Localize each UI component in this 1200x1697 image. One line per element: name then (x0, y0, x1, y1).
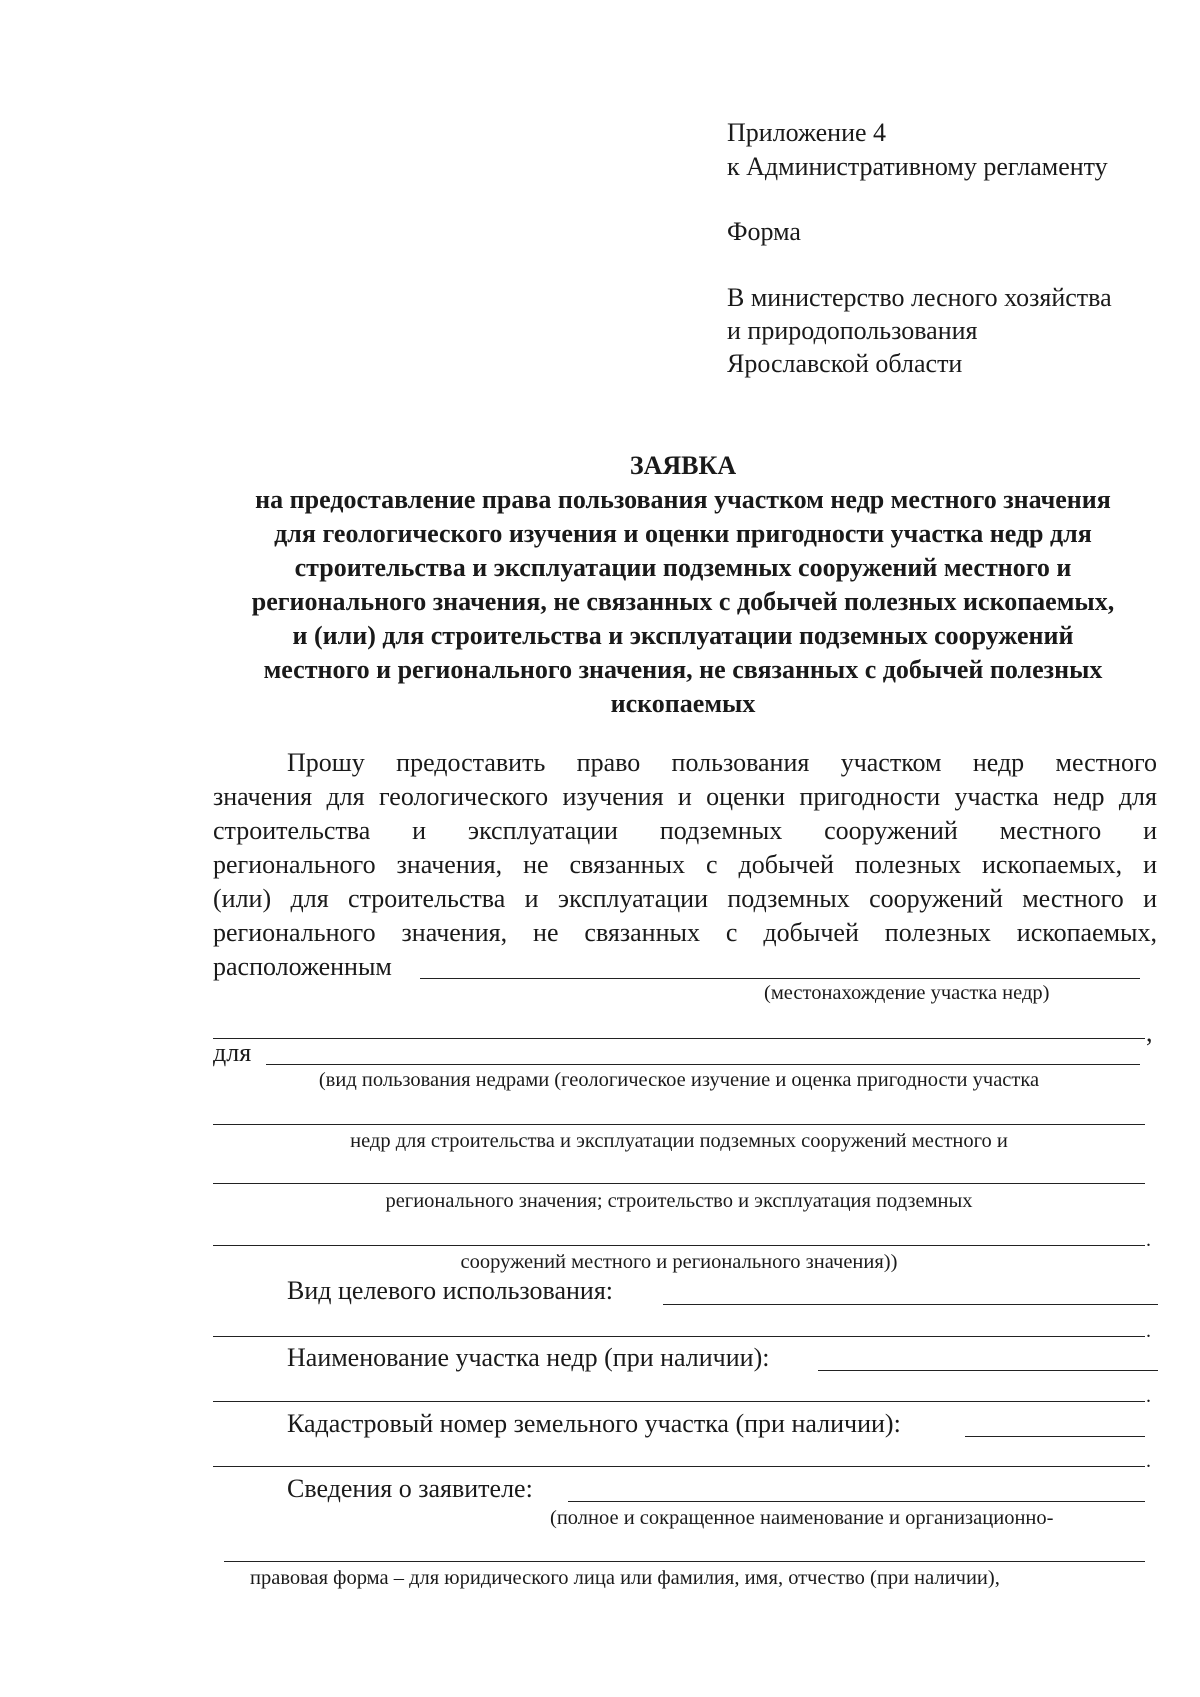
paragraph-line: (или) для строительства и эксплуатации подземных сооружений местного и (213, 884, 1157, 913)
title-line: на предоставление права пользования участком недр местного значения (255, 485, 1111, 514)
usage-fill-line-4 (213, 1245, 1145, 1246)
plot-name-fill-line-2 (213, 1401, 1145, 1402)
purpose-fill-line (663, 1304, 1158, 1305)
location-comma: , (1146, 1018, 1153, 1047)
cadastral-period: . (1146, 1450, 1151, 1472)
cadastral-label: Кадастровый номер земельного участка (при наличии): (287, 1409, 901, 1438)
title-line: и (или) для строительства и эксплуатации подземных сооружений (292, 621, 1074, 650)
title-line: ископаемых (610, 689, 756, 718)
location-fill-line (420, 978, 1140, 979)
usage-hint: сооружений местного и регионального значения)) (460, 1251, 898, 1273)
applicant-hint: (полное и сокращенное наименование и организационно- (550, 1507, 1054, 1529)
applicant-fill-line (568, 1501, 1145, 1502)
paragraph-line: Прошу предоставить право пользования участком недр местного (287, 748, 1157, 777)
usage-period: . (1146, 1229, 1151, 1251)
purpose-label: Вид целевого использования: (287, 1276, 614, 1305)
applicant-hint: правовая форма – для юридического лица или фамилия, имя, отчество (при наличии), (250, 1567, 1000, 1589)
addressee-line-1: В министерство лесного хозяйства (727, 283, 1112, 312)
usage-hint: регионального значения; строительство и эксплуатация подземных (385, 1190, 973, 1212)
addressee-line-2: и природопользования (727, 316, 978, 345)
paragraph-line: регионального значения, не связанных с добычей полезных ископаемых, и (213, 850, 1157, 879)
purpose-fill-line-2 (213, 1336, 1145, 1337)
form-label: Форма (727, 217, 801, 246)
usage-fill-line (266, 1064, 1140, 1065)
applicant-label: Сведения о заявителе: (287, 1474, 533, 1503)
cadastral-fill-line (965, 1436, 1145, 1437)
paragraph-line: значения для геологического изучения и оценки пригодности участка недр для (213, 782, 1157, 811)
cadastral-fill-line-2 (213, 1466, 1145, 1467)
located-label: расположенным (213, 952, 392, 981)
location-fill-line-2 (213, 1038, 1145, 1039)
applicant-fill-line-2 (224, 1561, 1145, 1562)
paragraph-line: строительства и эксплуатации подземных сооружений местного и (213, 816, 1157, 845)
usage-hint: (вид пользования недрами (геологическое изучение и оценка пригодности участка (318, 1069, 1040, 1091)
appendix-number: Приложение 4 (727, 118, 887, 147)
title-line: строительства и эксплуатации подземных сооружений местного и (294, 553, 1072, 582)
title-line: регионального значения, не связанных с добычей полезных ископаемых, (251, 587, 1115, 616)
purpose-period: . (1146, 1320, 1151, 1342)
title-line: местного и регионального значения, не связанных с добычей полезных (263, 655, 1103, 684)
usage-fill-line-2 (213, 1124, 1145, 1125)
plot-name-label: Наименование участка недр (при наличии): (287, 1343, 770, 1372)
usage-hint: недр для строительства и эксплуатации подземных сооружений местного и (350, 1130, 1008, 1152)
plot-name-period: . (1146, 1385, 1151, 1407)
paragraph-line: регионального значения, не связанных с добычей полезных ископаемых, (213, 918, 1157, 947)
addressee-line-3: Ярославской области (727, 349, 963, 378)
title-line: для геологического изучения и оценки пригодности участка недр для (274, 519, 1092, 548)
for-label: для (213, 1038, 252, 1067)
plot-name-fill-line (818, 1370, 1158, 1371)
location-hint: (местонахождение участка недр) (764, 982, 1050, 1004)
document-title: ЗАЯВКА (629, 451, 737, 480)
regulation-reference: к Административному регламенту (727, 152, 1108, 181)
usage-fill-line-3 (213, 1183, 1145, 1184)
